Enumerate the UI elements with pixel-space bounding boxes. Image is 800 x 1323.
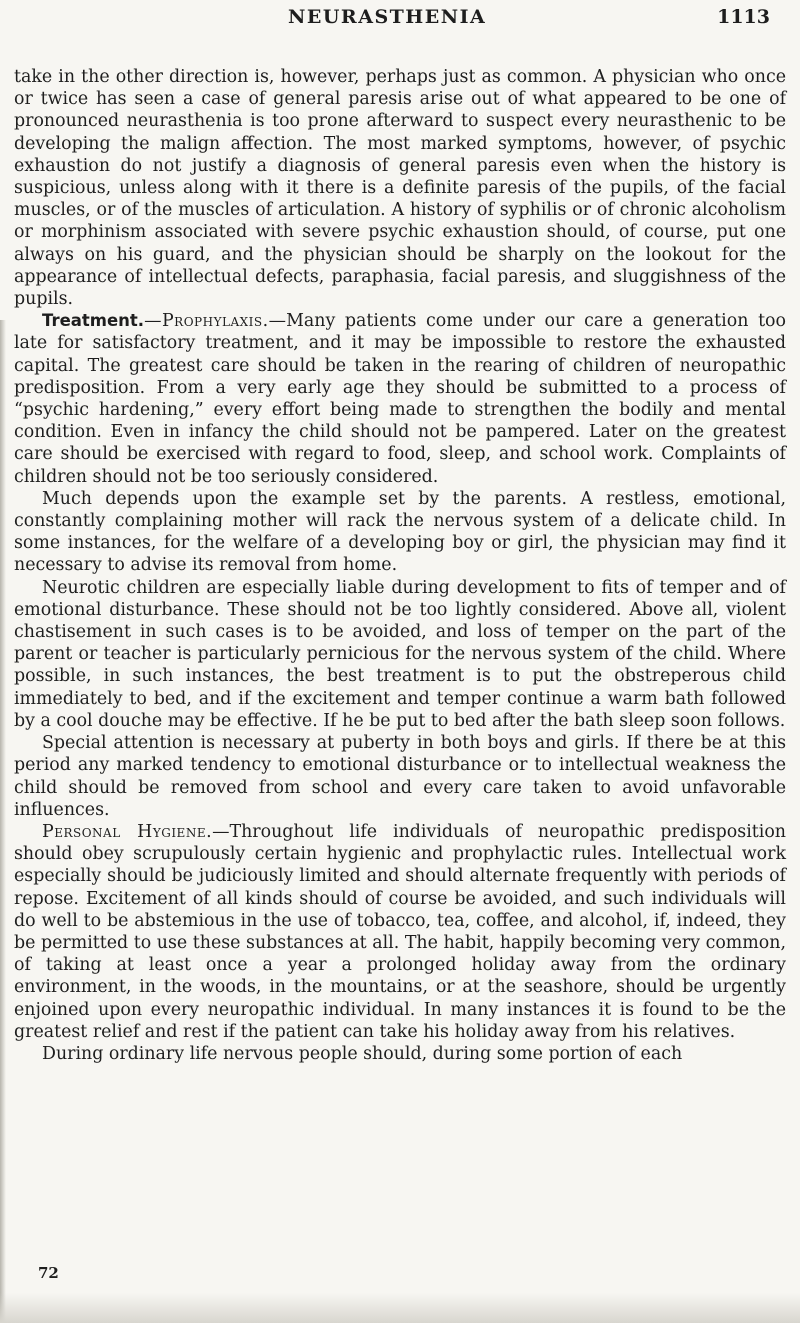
page-bottom-shadow <box>0 1293 800 1323</box>
paragraph-puberty: Special attention is necessary at puberty in both boys and girls. If there be at this period any marked tendency to emotional disturbance or to intellectual weakness the child should be removed from school and every care taken to avoid unfavorable influences. <box>14 733 786 820</box>
paragraph-ordinary-life: During ordinary life nervous people should, during some portion of each <box>42 1043 683 1064</box>
section-heading-treatment: Treatment. <box>42 311 145 331</box>
paragraph-text: —Throughout life individuals of neuropathic predisposition should obey scrupulously certain hygienic and prophylactic rules. Intellectual work especially should be judiciously limited and should alternate frequently with periods of repose. Excitement of all kinds should of course be avoided, and such individuals will do well to be abstemious in the use of tobacco, tea, coffee, and alcohol, if, indeed, they be permitted to use these substances at all. The habit, happily becoming very common, of taking at least once a year a prolonged holiday away from the ordinary environment, in the woods, in the mountains, or at the seashore, should be urgently enjoined upon every neuropathic individual. In many instances it is found to be the greatest relief and rest if the patient can take his holiday away from his relatives. <box>14 821 786 1042</box>
subsection-heading-prophylaxis: —Prophylaxis. <box>144 311 269 332</box>
page-number: 1113 <box>717 6 770 28</box>
page-edge-shadow <box>0 320 6 1323</box>
paragraph-text: —Many patients come under our care a generation too late for satisfactory treatment, and it may be impossible to restore the exhausted capital. The greatest care should be taken in the rearing of children of neuropathic predisposition. From a very early age they should be submitted to a process of “psychic hardening,” every effort being made to strengthen the bodily and mental condition. Even in infancy the child should not be pampered. Later on the greatest care should be exercised with regard to food, sleep, and school work. Complaints of children should not be too seriously considered. <box>14 311 786 487</box>
page-header <box>288 6 788 40</box>
paragraph-treatment-prophylaxis <box>14 310 786 488</box>
body-text <box>14 66 786 1065</box>
paragraph-parents-example: Much depends upon the example set by the parents. A restless, emotional, constantly complaining mother will rack the nervous system of a delicate child. In some instances, for the welfare of a developing boy or girl, the physician may find it necessary to advise its removal from home. <box>14 488 786 576</box>
subsection-heading-personal-hygiene: Personal Hygiene. <box>42 821 213 842</box>
paragraph-differential-diagnosis: take in the other direction is, however, perhaps just as common. A physician who once or twice has seen a case of general paresis arise out of what appeared to be one of pronounced neurasthenia is too prone afterward to suspect every neurasthenic to be developing the malign affection. The most marked symptoms, however, of psychic exhaustion do not justify a diagnosis of general paresis even when the history is suspicious, unless along with it there is a definite paresis of the pupils, of the facial muscles, or of the muscles of articulation. A history of syphilis or of chronic alcoholism or morphinism associated with severe psychic exhaustion should, of course, put one always on his guard, and the physician should be sharply on the lookout for the appearance of intellectual defects, paraphasia, facial paresis, and sluggishness of the pupils. <box>14 67 786 310</box>
running-head: NEURASTHENIA <box>288 6 487 28</box>
paragraph-personal-hygiene <box>14 821 786 1043</box>
printer-signature-mark: 72 <box>38 1264 59 1282</box>
paragraph-neurotic-children: Neurotic children are especially liable during development to fits of temper and of emotional disturbance. These should not be too lightly considered. Above all, violent chastisement in such cases is to be avoided, and loss of temper on the part of the parent or teacher is particularly pernicious for the nervous system of the child. Where possible, in such instances, the best treatment is to put the obstreperous child immediately to bed, and if the excitement and temper continue a warm bath followed by a cool douche may be effective. If he be put to bed after the bath sleep soon follows. <box>14 577 786 731</box>
